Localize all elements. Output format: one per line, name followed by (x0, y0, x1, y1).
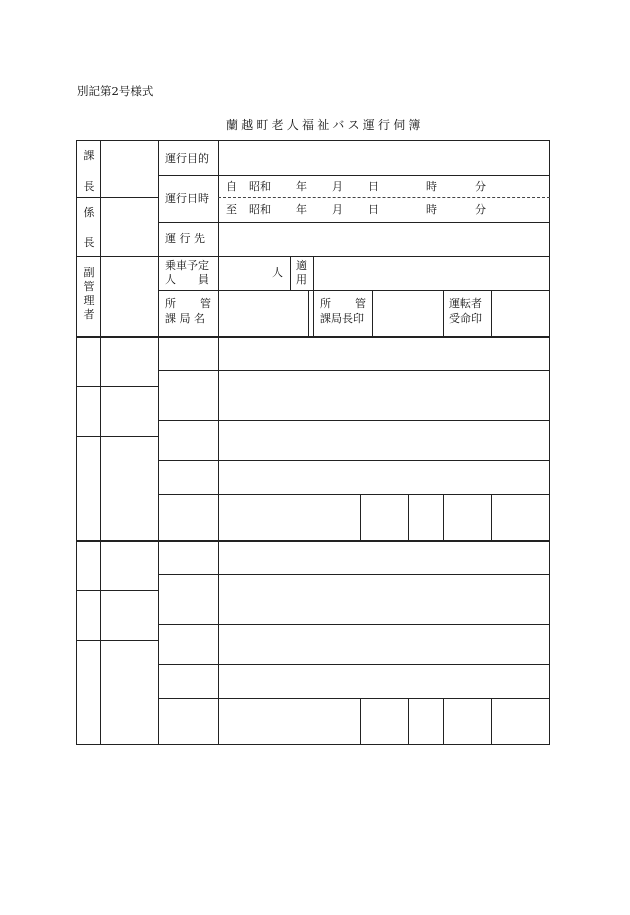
dept-head-label-2: 課局長印 (320, 312, 364, 325)
destination-label: 運 行 先 (165, 232, 205, 245)
purpose-label: 運行目的 (165, 152, 209, 165)
dept-head-label-1: 所 管 (320, 297, 366, 310)
chief-label-2: 長 (83, 236, 95, 249)
form-title: 蘭越町老人福祉バス運行伺簿 (226, 118, 424, 132)
chief-label-1: 係 (83, 206, 95, 219)
section-chief-label-1: 課 (83, 149, 95, 162)
driver-label-1: 運転者 (449, 297, 482, 310)
driver-label-2: 受命印 (449, 312, 482, 325)
form-blank-2 (76, 540, 550, 745)
datetime-label: 運行日時 (165, 192, 209, 205)
deputy-label-2: 管 (83, 280, 95, 293)
people-unit: 人 (272, 266, 283, 279)
section-chief-label-2: 長 (83, 180, 95, 193)
dept-label-1: 所 管 (165, 297, 211, 310)
deputy-label-1: 副 (83, 266, 95, 279)
deputy-label-3: 理 (83, 294, 95, 307)
passengers-label-2: 人 員 (165, 273, 209, 286)
deputy-label-4: 者 (83, 308, 95, 321)
dept-label-2: 課 局 名 (165, 312, 205, 325)
remarks-label-2: 用 (296, 273, 307, 286)
passengers-label-1: 乗車予定 (165, 259, 209, 272)
remarks-label-1: 適 (296, 259, 307, 272)
form-id: 別記第2号様式 (77, 84, 154, 98)
form-blank-1 (76, 336, 550, 541)
